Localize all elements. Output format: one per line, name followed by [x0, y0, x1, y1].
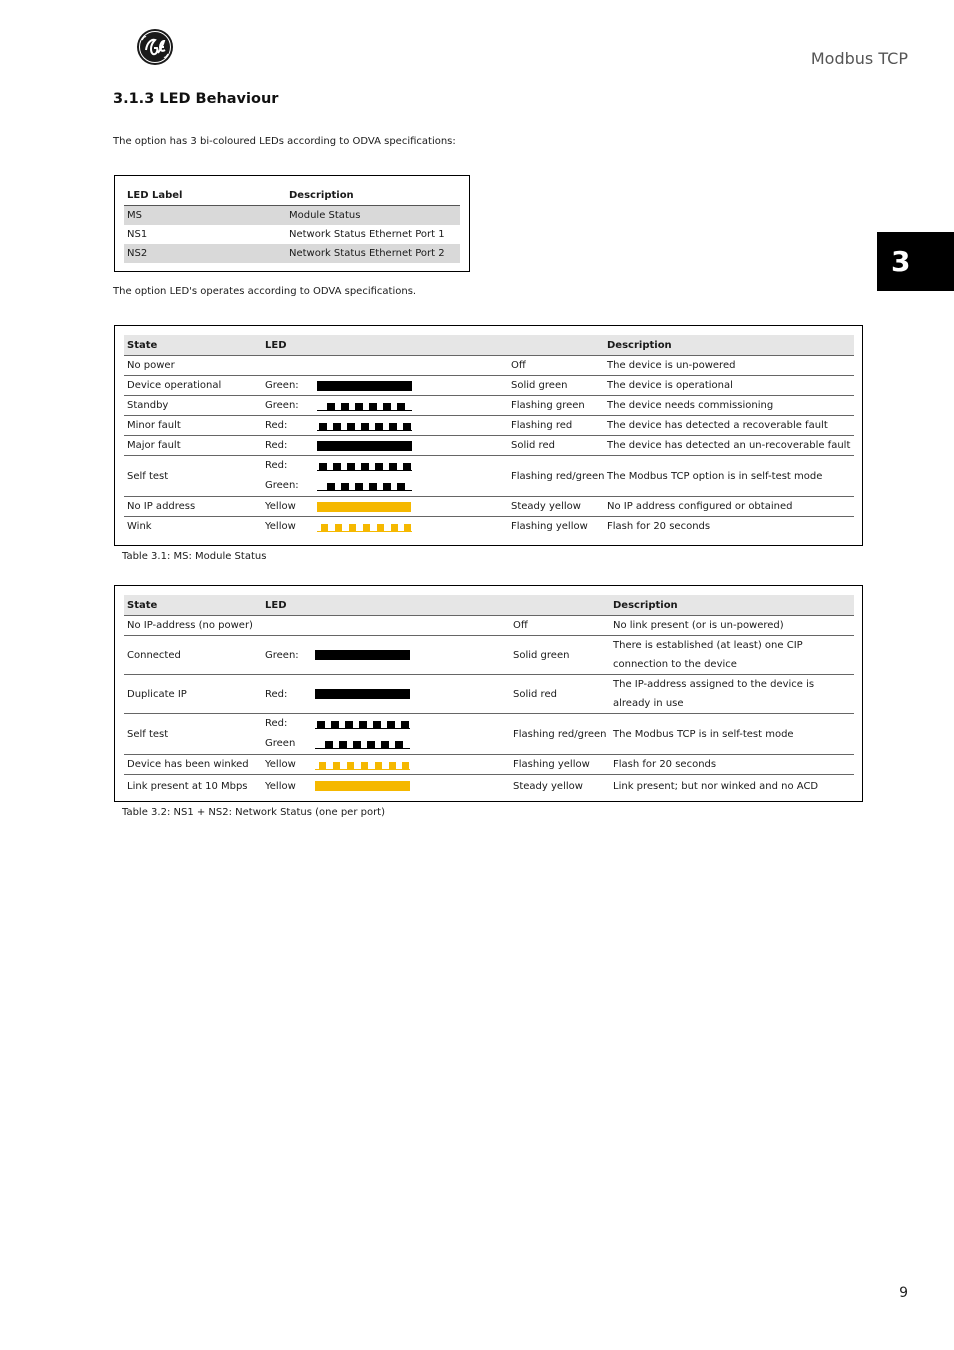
led-description-header: Description [286, 185, 460, 206]
led-description: Module Status [286, 206, 460, 226]
led-pattern-cell [312, 775, 510, 798]
mode-cell: Off [508, 356, 604, 376]
led-color-cell [262, 456, 314, 497]
mode-cell: Flashing red/green [510, 714, 610, 755]
mode-cell: Steady yellow [508, 497, 604, 517]
led-color-cell: Yellow [265, 780, 296, 792]
table-row [124, 436, 854, 456]
solid-yellow-led-bar [317, 502, 412, 512]
flashing-black-led-bar [315, 739, 410, 749]
led-color-cell [262, 356, 314, 376]
led-color-cell: Yellow [262, 755, 312, 775]
mode-cell: Solid green [510, 636, 610, 675]
led-color-cell: Green: [262, 376, 314, 396]
table-row [124, 755, 854, 775]
description-cell: The device has detected an un-recoverable fault [604, 436, 854, 456]
state-cell: Major fault [124, 436, 262, 456]
description-cell: The device is un-powered [604, 356, 854, 376]
led-pattern-cell [314, 456, 508, 497]
state-cell: Standby [124, 396, 262, 416]
led-pattern-cell [314, 517, 508, 537]
led-description: Network Status Ethernet Port 1 [289, 229, 445, 240]
mode-cell: Steady yellow [513, 780, 583, 792]
description-cell: No link present (or is un-powered) [610, 616, 854, 636]
table-row [124, 616, 854, 636]
led-description: Network Status Ethernet Port 2 [286, 244, 460, 263]
state-cell: Minor fault [124, 416, 262, 436]
mode-cell: Solid red [508, 436, 604, 456]
intro-text: The option has 3 bi-coloured LEDs according to ODVA specifications: [113, 136, 456, 147]
led-pattern-cell [314, 356, 508, 376]
odva-note: The option LED's operates according to ODVA specifications. [113, 286, 417, 297]
led-color-red: Red: [265, 460, 288, 471]
chapter-number: 3 [891, 245, 911, 278]
table-row [124, 244, 460, 263]
description-header: Description [604, 335, 854, 356]
led-label: MS [124, 206, 286, 226]
table-row [124, 497, 854, 517]
state-cell: Duplicate IP [124, 675, 262, 714]
table-row [124, 714, 854, 755]
flashing-black-led-bar [317, 421, 412, 431]
flashing-black-led-bar [317, 461, 412, 471]
led-color-cell: Red: [262, 436, 314, 456]
led-header: LED [262, 335, 314, 356]
led-pattern-cell [312, 755, 510, 775]
flashing-black-led-bar [317, 481, 412, 491]
led-color-green: Green: [265, 480, 299, 491]
table-row [124, 376, 854, 396]
led-pattern-cell [312, 675, 510, 714]
led-color-green: Green [265, 738, 296, 749]
description-cell: The device has detected a recoverable fault [604, 416, 854, 436]
table-row [124, 636, 854, 675]
flashing-black-led-bar [317, 401, 412, 411]
description-cell: The Modbus TCP is in self-test mode [610, 714, 854, 755]
led-label: NS1 [127, 229, 148, 240]
description-cell: There is established (at least) one CIP connection to the device [610, 636, 854, 675]
description-cell: The IP-address assigned to the device is already in use [610, 675, 854, 714]
mode-cell: Flashing green [508, 396, 604, 416]
led-label-table [124, 185, 460, 263]
page-number: 9 [899, 1285, 908, 1301]
flashing-yellow-led-bar [317, 522, 412, 532]
table-row [124, 396, 854, 416]
solid-yellow-led-bar [315, 781, 410, 791]
state-cell: Device has been winked [124, 755, 262, 775]
table-row [124, 225, 460, 244]
description-cell: The device is operational [604, 376, 854, 396]
state-cell: No IP-address (no power) [124, 616, 262, 636]
solid-black-led-bar [315, 650, 410, 660]
table-caption: Table 3.1: MS: Module Status [122, 551, 267, 562]
table-row [124, 675, 854, 714]
solid-black-led-bar [317, 381, 412, 391]
table-row [124, 206, 460, 226]
led-color-cell: Green: [262, 396, 314, 416]
network-status-table-box [114, 585, 863, 802]
state-cell: Link present at 10 Mbps [127, 780, 248, 792]
led-color-cell [262, 714, 312, 755]
led-pattern-cell [314, 376, 508, 396]
header-title: Modbus TCP [810, 49, 908, 68]
state-cell: Self test [124, 456, 262, 497]
led-color-cell: Green: [262, 636, 312, 675]
mode-cell: Solid green [508, 376, 604, 396]
section-heading: 3.1.3 LED Behaviour [113, 91, 279, 107]
flashing-yellow-led-bar [315, 760, 410, 770]
led-pattern-cell [314, 416, 508, 436]
led-color-cell: Yellow [265, 521, 296, 532]
state-header: State [124, 335, 262, 356]
led-color-cell: Yellow [262, 497, 314, 517]
description-cell: The Modbus TCP option is in self-test mode [604, 456, 854, 497]
mode-cell: Solid red [510, 675, 610, 714]
led-color-cell [262, 616, 312, 636]
table-row [124, 456, 854, 497]
led-pattern-cell [312, 714, 510, 755]
state-cell: No power [124, 356, 262, 376]
led-header: LED [262, 595, 312, 616]
state-cell: No IP address [124, 497, 262, 517]
led-color-cell: Red: [262, 675, 312, 714]
description-cell: Flash for 20 seconds [610, 755, 854, 775]
module-status-table-box [114, 325, 863, 546]
state-cell: Connected [124, 636, 262, 675]
table-row [124, 416, 854, 436]
led-pattern-cell [314, 497, 508, 517]
chapter-tab [877, 232, 954, 291]
table-row [124, 775, 854, 798]
state-cell: Device operational [124, 376, 262, 396]
led-label: NS2 [124, 244, 286, 263]
state-cell: Wink [127, 521, 152, 532]
mode-cell: Flashing red/green [508, 456, 604, 497]
state-header: State [124, 595, 262, 616]
network-status-table [124, 595, 854, 797]
description-cell: No IP address configured or obtained [604, 497, 854, 517]
mode-cell: Flashing red [508, 416, 604, 436]
led-color-cell: Red: [262, 416, 314, 436]
led-color-red: Red: [265, 718, 288, 729]
mode-cell: Flashing yellow [511, 521, 588, 532]
led-pattern-cell [314, 436, 508, 456]
led-pattern-cell [312, 616, 510, 636]
table-row [124, 517, 854, 537]
solid-black-led-bar [317, 441, 412, 451]
description-header: Description [610, 595, 854, 616]
description-cell: The device needs commissioning [604, 396, 854, 416]
table-row [124, 356, 854, 376]
flashing-black-led-bar [315, 719, 410, 729]
state-cell: Self test [124, 714, 262, 755]
description-cell: Flash for 20 seconds [607, 521, 711, 532]
led-pattern-cell [312, 636, 510, 675]
table-caption: Table 3.2: NS1 + NS2: Network Status (one per port) [122, 807, 386, 818]
mode-cell: Off [510, 616, 610, 636]
solid-black-led-bar [315, 689, 410, 699]
ge-logo [136, 28, 174, 66]
mode-cell: Flashing yellow [510, 755, 610, 775]
module-status-table [124, 335, 854, 536]
led-label-table-box [114, 175, 470, 272]
led-pattern-cell [314, 396, 508, 416]
description-cell: Link present; but nor winked and no ACD [613, 780, 819, 792]
led-label-header: LED Label [124, 185, 286, 206]
